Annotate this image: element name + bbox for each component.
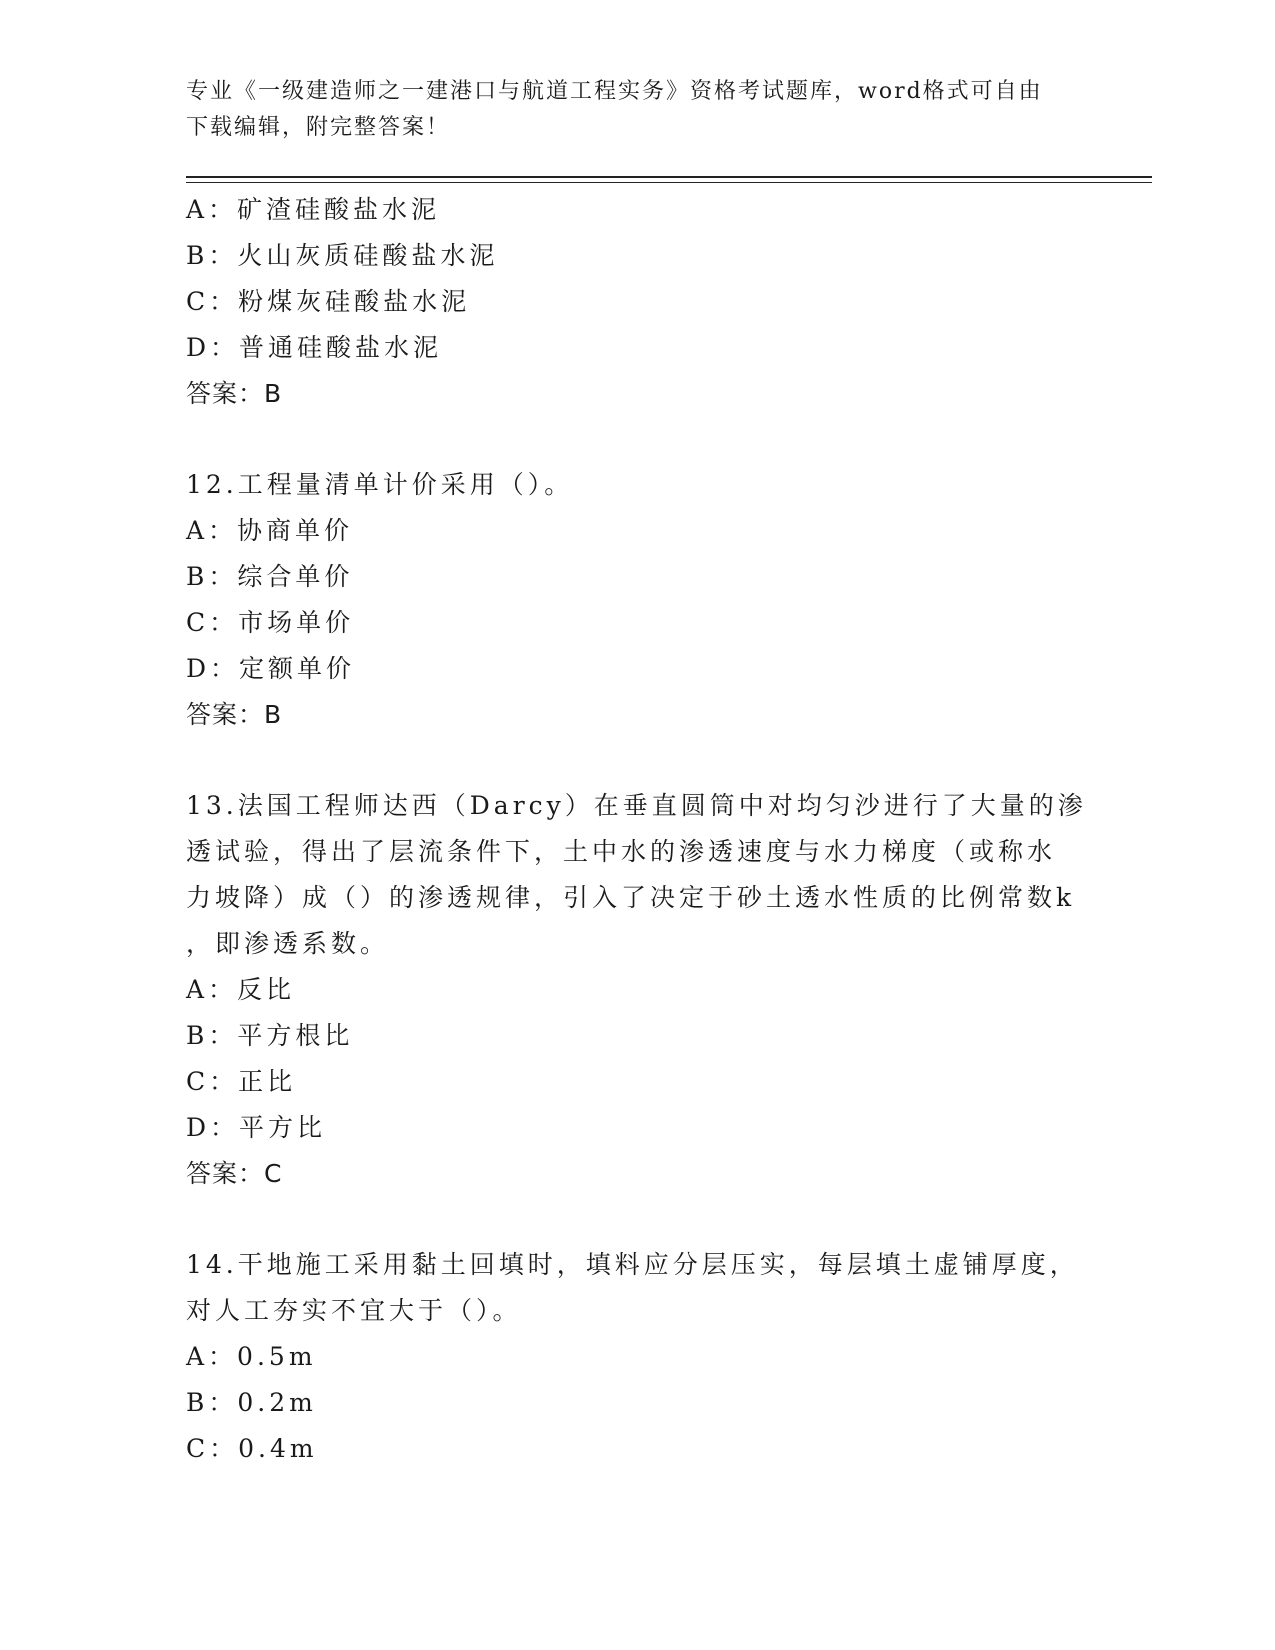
question-text-line-3: 力坡降）成（）的渗透规律，引入了决定于砂土透水性质的比例常数k bbox=[186, 883, 1076, 912]
option-a: A：0.5m bbox=[186, 1342, 317, 1371]
option-c: C：粉煤灰硅酸盐水泥 bbox=[186, 287, 471, 316]
question-13 bbox=[186, 783, 1086, 1197]
option-d: D：平方比 bbox=[186, 1113, 327, 1142]
header-line-1: 专业《一级建造师之一建港口与航道工程实务》资格考试题库，word格式可自由 bbox=[186, 79, 1043, 104]
option-d: D：定额单价 bbox=[186, 654, 356, 683]
answer-text: 答案：C bbox=[186, 1159, 283, 1188]
option-a: A：矿渣硅酸盐水泥 bbox=[186, 195, 441, 224]
option-c: C：正比 bbox=[186, 1067, 297, 1096]
question-text-line-1: 14.干地施工采用黏土回填时，填料应分层压实，每层填土虚铺厚度， bbox=[186, 1250, 1079, 1279]
question-text: 12.工程量清单计价采用（）。 bbox=[186, 470, 574, 499]
document-header bbox=[186, 74, 1066, 146]
option-b: B：0.2m bbox=[186, 1388, 317, 1417]
option-a: A：反比 bbox=[186, 975, 296, 1004]
question-text-line-2: 透试验，得出了层流条件下，土中水的渗透速度与水力梯度（或称水 bbox=[186, 837, 1057, 866]
question-11 bbox=[186, 187, 1086, 417]
answer-text: 答案：B bbox=[186, 700, 283, 729]
question-14 bbox=[186, 1242, 1086, 1472]
option-b: B：平方根比 bbox=[186, 1021, 354, 1050]
header-divider-thin bbox=[186, 182, 1152, 183]
option-a: A：协商单价 bbox=[186, 516, 354, 545]
option-d: D：普通硅酸盐水泥 bbox=[186, 333, 443, 362]
header-line-2: 下载编辑，附完整答案！ bbox=[186, 115, 451, 140]
option-c: C：0.4m bbox=[186, 1434, 318, 1463]
question-text-line-4: ，即渗透系数。 bbox=[186, 929, 390, 958]
question-text-line-2: 对人工夯实不宜大于（）。 bbox=[186, 1296, 522, 1325]
header-divider-thick bbox=[186, 176, 1152, 178]
answer-text: 答案：B bbox=[186, 379, 283, 408]
question-content bbox=[186, 187, 1086, 1472]
option-b: B：综合单价 bbox=[186, 562, 354, 591]
question-text-line-1: 13.法国工程师达西（Darcy）在垂直圆筒中对均匀沙进行了大量的渗 bbox=[186, 791, 1087, 820]
option-c: C：市场单价 bbox=[186, 608, 355, 637]
question-12 bbox=[186, 462, 1086, 738]
option-b: B：火山灰质硅酸盐水泥 bbox=[186, 241, 499, 270]
